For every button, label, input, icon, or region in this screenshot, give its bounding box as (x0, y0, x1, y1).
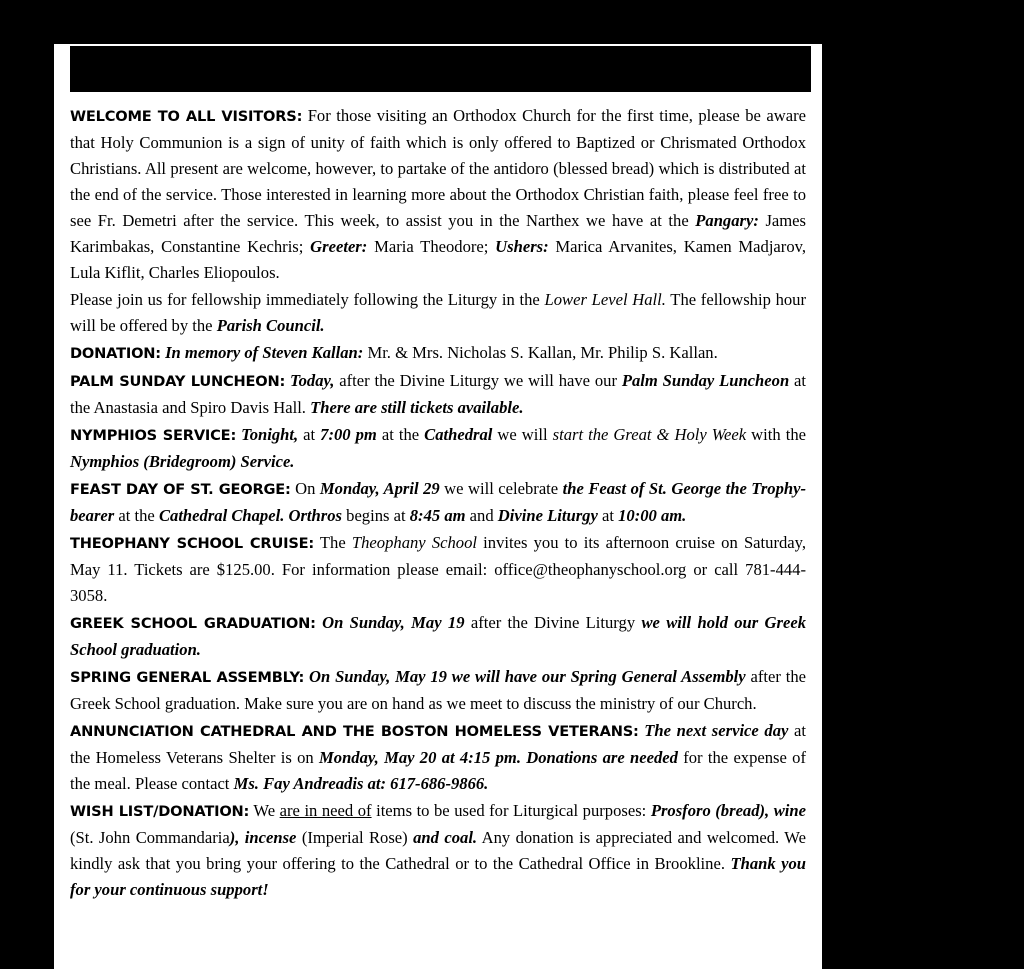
welcome-paragraph (70, 103, 806, 286)
luncheon-text-2: at the Anastasia and Spiro Davis Hall. (70, 371, 806, 417)
announcements (70, 103, 806, 904)
luncheon-today: Today, (285, 371, 335, 390)
wishlist-text-3: (St. John Commandaria (70, 828, 230, 847)
luncheon-tickets: There are still tickets available. (310, 398, 524, 417)
nymphios-start: start the Great & Holy Week (552, 425, 747, 444)
donation-paragraph (70, 340, 806, 367)
feast-text: On (290, 479, 320, 498)
feast-text-3: at the (114, 506, 159, 525)
fellowship-paragraph (70, 287, 806, 339)
wishlist-coal: and coal. (413, 828, 478, 847)
veterans-paragraph (70, 718, 806, 797)
wishlist-text-2: items to be used for Liturgical purposes: (371, 801, 651, 820)
nymphios-paragraph (70, 422, 806, 475)
wishlist-thanks: Thank you for your continuous support! (70, 854, 806, 899)
liturgy-time: 10:00 am. (618, 506, 687, 525)
wishlist-text-4: (Imperial Rose) (296, 828, 414, 847)
ushers-names: Marica Arvanites, Kamen Madjarov, Lula Kiflit, Charles Eliopoulos. (70, 237, 806, 282)
nymphios-text: at (298, 425, 321, 444)
greeter-names: Maria Theodore; (367, 237, 496, 256)
nymphios-text-2: at the (376, 425, 425, 444)
veterans-date: Monday, May 20 at 4:15 pm. Donations are needed (319, 748, 678, 767)
donation-memory: In memory of Steven Kallan: (160, 343, 364, 362)
wishlist-paragraph (70, 798, 806, 903)
pangary-names: James Karimbakas, Constantine Kechris; (70, 211, 806, 256)
nymphios-tonight: Tonight, (236, 425, 299, 444)
fellowship-place: Lower Level Hall. (544, 290, 666, 309)
wishlist-need: are in need of (279, 801, 372, 820)
feast-date: Monday, April 29 (319, 479, 440, 498)
assembly-heading: SPRING GENERAL ASSEMBLY: (70, 669, 305, 686)
cruise-text-2: invites you to its afternoon cruise on Saturday, May 11. Tickets are $125.00. For information please email: office@theophanyschool.org or call 781-444-3058. (70, 533, 807, 605)
veterans-text-2: for the expense of the meal. Please contact (70, 748, 807, 793)
ushers-label: Ushers: (495, 237, 549, 256)
feast-chapel: Cathedral Chapel. Orthros (158, 506, 342, 525)
luncheon-paragraph (70, 368, 806, 421)
fellowship-text-2: The fellowship hour will be offered by the (70, 290, 806, 335)
assembly-paragraph (70, 664, 806, 717)
feast-liturgy: Divine Liturgy (497, 506, 598, 525)
luncheon-heading: PALM SUNDAY LUNCHEON: (70, 373, 286, 390)
bulletin-page (54, 0, 822, 969)
nymphios-service: Nymphios (Bridegroom) Service. (70, 452, 295, 471)
nymphios-time: 7:00 pm (320, 425, 377, 444)
feast-text-5: and (465, 506, 498, 525)
pangary-label: Pangary: (695, 211, 759, 230)
veterans-heading: ANNUNCIATION CATHEDRAL AND THE BOSTON HOMELESS VETERANS: (70, 723, 639, 740)
veterans-next: The next service day (638, 721, 789, 740)
luncheon-text: after the Divine Liturgy we will have our (334, 371, 622, 390)
assembly-text: after the Greek School graduation. Make sure you are on hand as we meet to discuss the ministry of our Church. (70, 667, 807, 713)
orthros-time: 8:45 am (409, 506, 466, 525)
feast-heading: FEAST DAY OF ST. GEORGE: (70, 481, 291, 498)
assembly-event: On Sunday, May 19 we will have our Spring General Assembly (304, 667, 746, 686)
greeter-label: Greeter: (310, 237, 368, 256)
wishlist-text-5: Any donation is appreciated and welcomed. We kindly ask that you bring your offering to the Cathedral or to the Cathedral Office in Brookline. (70, 828, 806, 873)
cruise-text: The (314, 533, 352, 552)
wishlist-text: We (249, 801, 280, 820)
wishlist-incense: ), incense (229, 828, 297, 847)
nymphios-heading: NYMPHIOS SERVICE: (70, 427, 237, 444)
graduation-heading: GREEK SCHOOL GRADUATION: (70, 615, 316, 632)
fellowship-host: Parish Council. (216, 316, 325, 335)
donation-donors: Mr. & Mrs. Nicholas S. Kallan, Mr. Philip S. Kallan. (363, 343, 718, 362)
cruise-heading: THEOPHANY SCHOOL CRUISE: (70, 535, 315, 552)
veterans-text: at the Homeless Veterans Shelter is on (70, 721, 806, 767)
cruise-school: Theophany School (351, 533, 477, 552)
feast-text-6: at (597, 506, 619, 525)
fellowship-text: Please join us for fellowship immediately following the Liturgy in the (70, 290, 545, 309)
top-band (54, 0, 822, 44)
wishlist-heading: WISH LIST/DONATION: (70, 803, 250, 820)
veterans-contact: Ms. Fay Andreadis at: 617-686-9866. (233, 774, 489, 793)
feast-text-2: we will celebrate (439, 479, 563, 498)
cruise-paragraph (70, 530, 806, 609)
feast-name: the Feast of St. George the Trophy-bearer (70, 479, 806, 525)
graduation-event: we will hold our Greek School graduation. (70, 613, 807, 659)
graduation-paragraph (70, 610, 806, 663)
luncheon-event: Palm Sunday Luncheon (621, 371, 790, 390)
nymphios-text-4: with the (746, 425, 806, 444)
nymphios-place: Cathedral (424, 425, 493, 444)
wishlist-prosforo: Prosforo (bread), wine (650, 801, 806, 820)
graduation-text: after the Divine Liturgy (464, 613, 642, 632)
nymphios-text-3: we will (492, 425, 553, 444)
graduation-date: On Sunday, May 19 (315, 613, 465, 632)
feast-paragraph (70, 476, 806, 529)
feast-text-4: begins at (342, 506, 410, 525)
donation-heading: DONATION: (70, 345, 161, 362)
welcome-heading: WELCOME TO ALL VISITORS: (70, 108, 303, 125)
welcome-text: For those visiting an Orthodox Church for the first time, please be aware that Holy Communion is a sign of unity of faith which is only offered to Baptized or Chrismated Orthodox Christians. All present are welcome, however, to partake of the antidoro (blessed bread) which is distributed at the end of the service. Those interested in learning more about the Orthodox Christian faith, please feel free to see Fr. Demetri after the service. This week, to assist you in the Narthex we have at the (70, 106, 806, 230)
title-bar (70, 44, 811, 92)
